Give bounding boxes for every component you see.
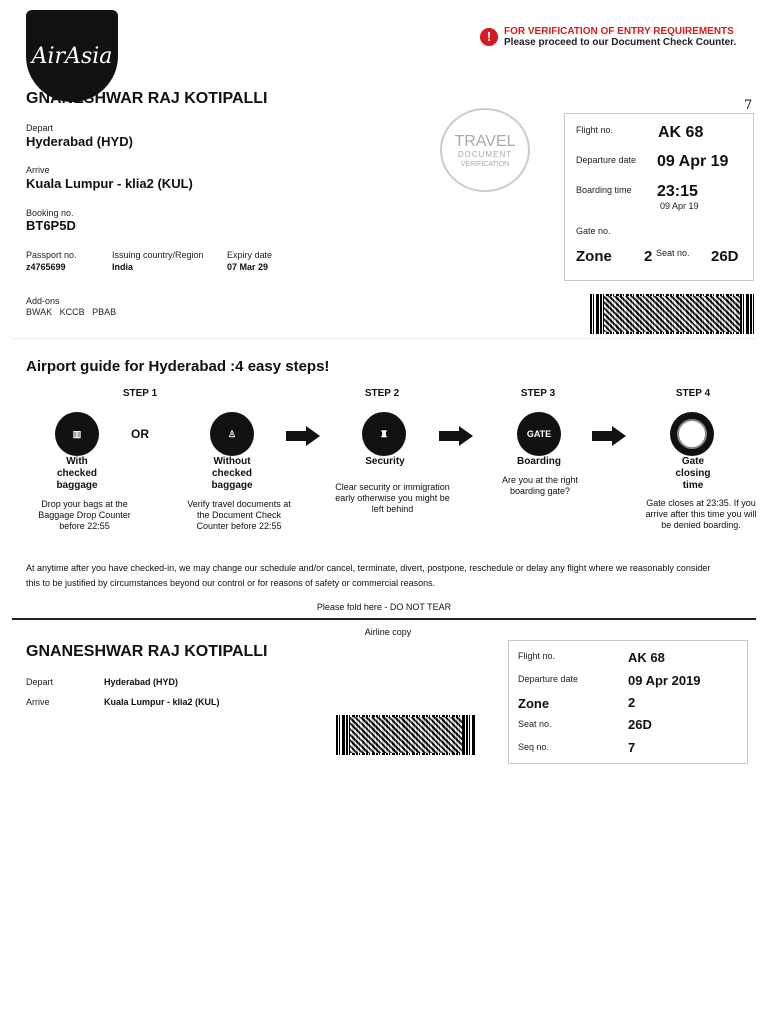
boarding-value: 23:15 xyxy=(657,183,698,200)
traveller-icon: ♙ xyxy=(210,412,254,456)
airline-copy-label: Airline copy xyxy=(364,627,412,637)
arrow-right-icon xyxy=(286,426,320,446)
stub-seq-label: Seq no. xyxy=(518,742,550,752)
flight-label: Flight no. xyxy=(576,125,614,135)
guide-title: Airport guide for Hyderabad :4 easy steps! xyxy=(26,358,330,375)
stub-flight-label: Flight no. xyxy=(518,651,556,661)
stub-seat-value: 26D xyxy=(628,717,652,732)
arrive-value: Kuala Lumpur - klia2 (KUL) xyxy=(26,176,193,191)
boarding-label: Boarding time xyxy=(576,185,632,195)
step-3-heading: STEP 3 xyxy=(520,388,556,399)
step-3-desc: Are you at the right boarding gate? xyxy=(501,475,579,496)
seat-value: 26D xyxy=(711,248,739,265)
step-2-title: Security xyxy=(365,456,405,467)
fold-line xyxy=(12,618,756,620)
clock-icon xyxy=(670,412,714,456)
date-label: Departure date xyxy=(576,155,637,165)
stub-depart-value: Hyderabad (HYD) xyxy=(104,677,179,687)
flight-value: AK 68 xyxy=(658,124,704,141)
stub-depart-label: Depart xyxy=(26,677,54,687)
step-1b-desc: Verify travel documents at the Document Check Counter before 22:55 xyxy=(187,499,291,531)
step-3-title: Boarding xyxy=(517,456,561,467)
step-2-heading: STEP 2 xyxy=(364,388,400,399)
step-1b-title: Without checked baggage xyxy=(211,456,253,491)
stub-date-value: 09 Apr 2019 xyxy=(628,673,701,688)
step-4-heading: STEP 4 xyxy=(675,388,711,399)
arrow-right-icon xyxy=(439,426,473,446)
stub-seq-value: 7 xyxy=(628,740,636,755)
barcode xyxy=(590,294,754,334)
step-1-heading: STEP 1 xyxy=(122,388,158,399)
boarding-date: 09 Apr 19 xyxy=(660,201,699,211)
passport-label: Passport no. xyxy=(26,250,77,260)
zone-value: 2 xyxy=(644,248,653,265)
notice-title: FOR VERIFICATION OF ENTRY REQUIREMENTS xyxy=(504,26,734,37)
step-4-title: Gate closing time xyxy=(675,456,711,491)
gate-label: Gate no. xyxy=(576,226,611,236)
or-label: OR xyxy=(131,427,149,441)
stub-zone-label: Zone xyxy=(518,696,550,711)
sequence-number: 7 xyxy=(744,98,753,113)
stub-barcode xyxy=(336,715,476,755)
stub-passenger-name: GNANESHWAR RAJ KOTIPALLI xyxy=(26,643,268,660)
baggage-icon: ▥ xyxy=(55,412,99,456)
passenger-name: GNANESHWAR RAJ KOTIPALLI xyxy=(26,90,268,107)
stub-flight-value: AK 68 xyxy=(628,650,665,665)
notice-text: Please proceed to our Document Check Counter. xyxy=(504,37,737,48)
zone-label: Zone xyxy=(576,248,612,265)
seat-label: Seat no. xyxy=(656,248,690,258)
expiry-label: Expiry date xyxy=(227,250,273,260)
passport-value: z4765699 xyxy=(26,262,66,272)
stub-arrive-value: Kuala Lumpur - klia2 (KUL) xyxy=(104,697,220,707)
addons-label: Add-ons xyxy=(26,296,60,306)
arrow-right-icon xyxy=(592,426,626,446)
step-1-desc: Drop your bags at the Baggage Drop Counter before 22:55 xyxy=(38,499,131,531)
step-1-title: With checked baggage xyxy=(56,456,98,491)
arrive-label: Arrive xyxy=(26,165,50,175)
disclaimer: At anytime after you have checked-in, we may change our schedule and/or cancel, terminate, divert, postpone, reschedule or delay any flight where we reasonably consider this to be justified by circumstances beyond our control or for reasons of safety or commercial reasons. xyxy=(26,563,711,588)
addons-value: BWAK KCCB PBAB xyxy=(26,307,117,317)
gate-icon: GATE xyxy=(517,412,561,456)
date-value: 09 Apr 19 xyxy=(657,153,729,170)
country-label: Issuing country/Region xyxy=(112,250,204,260)
travel-document-stamp: TRAVEL DOCUMENT VERIFICATION xyxy=(440,108,530,192)
booking-label: Booking no. xyxy=(26,208,74,218)
warning-icon: ! xyxy=(480,28,498,46)
security-officer-icon: ♜ xyxy=(362,412,406,456)
country-value: India xyxy=(112,262,134,272)
stub-seat-label: Seat no. xyxy=(518,719,552,729)
booking-value: BT6P5D xyxy=(26,218,76,233)
depart-value: Hyderabad (HYD) xyxy=(26,134,133,149)
fold-instruction: Please fold here - DO NOT TEAR xyxy=(316,602,452,612)
expiry-value: 07 Mar 29 xyxy=(227,262,269,272)
step-2-desc: Clear security or immigration early otherwise you might be left behind xyxy=(335,482,450,514)
stub-zone-value: 2 xyxy=(628,695,636,710)
stub-date-label: Departure date xyxy=(518,674,579,684)
stub-arrive-label: Arrive xyxy=(26,697,50,707)
step-4-desc: Gate closes at 23:35. If you arrive after this time you will be denied boarding. xyxy=(645,498,757,530)
depart-label: Depart xyxy=(26,123,54,133)
airasia-logo: AirAsia xyxy=(26,10,118,102)
